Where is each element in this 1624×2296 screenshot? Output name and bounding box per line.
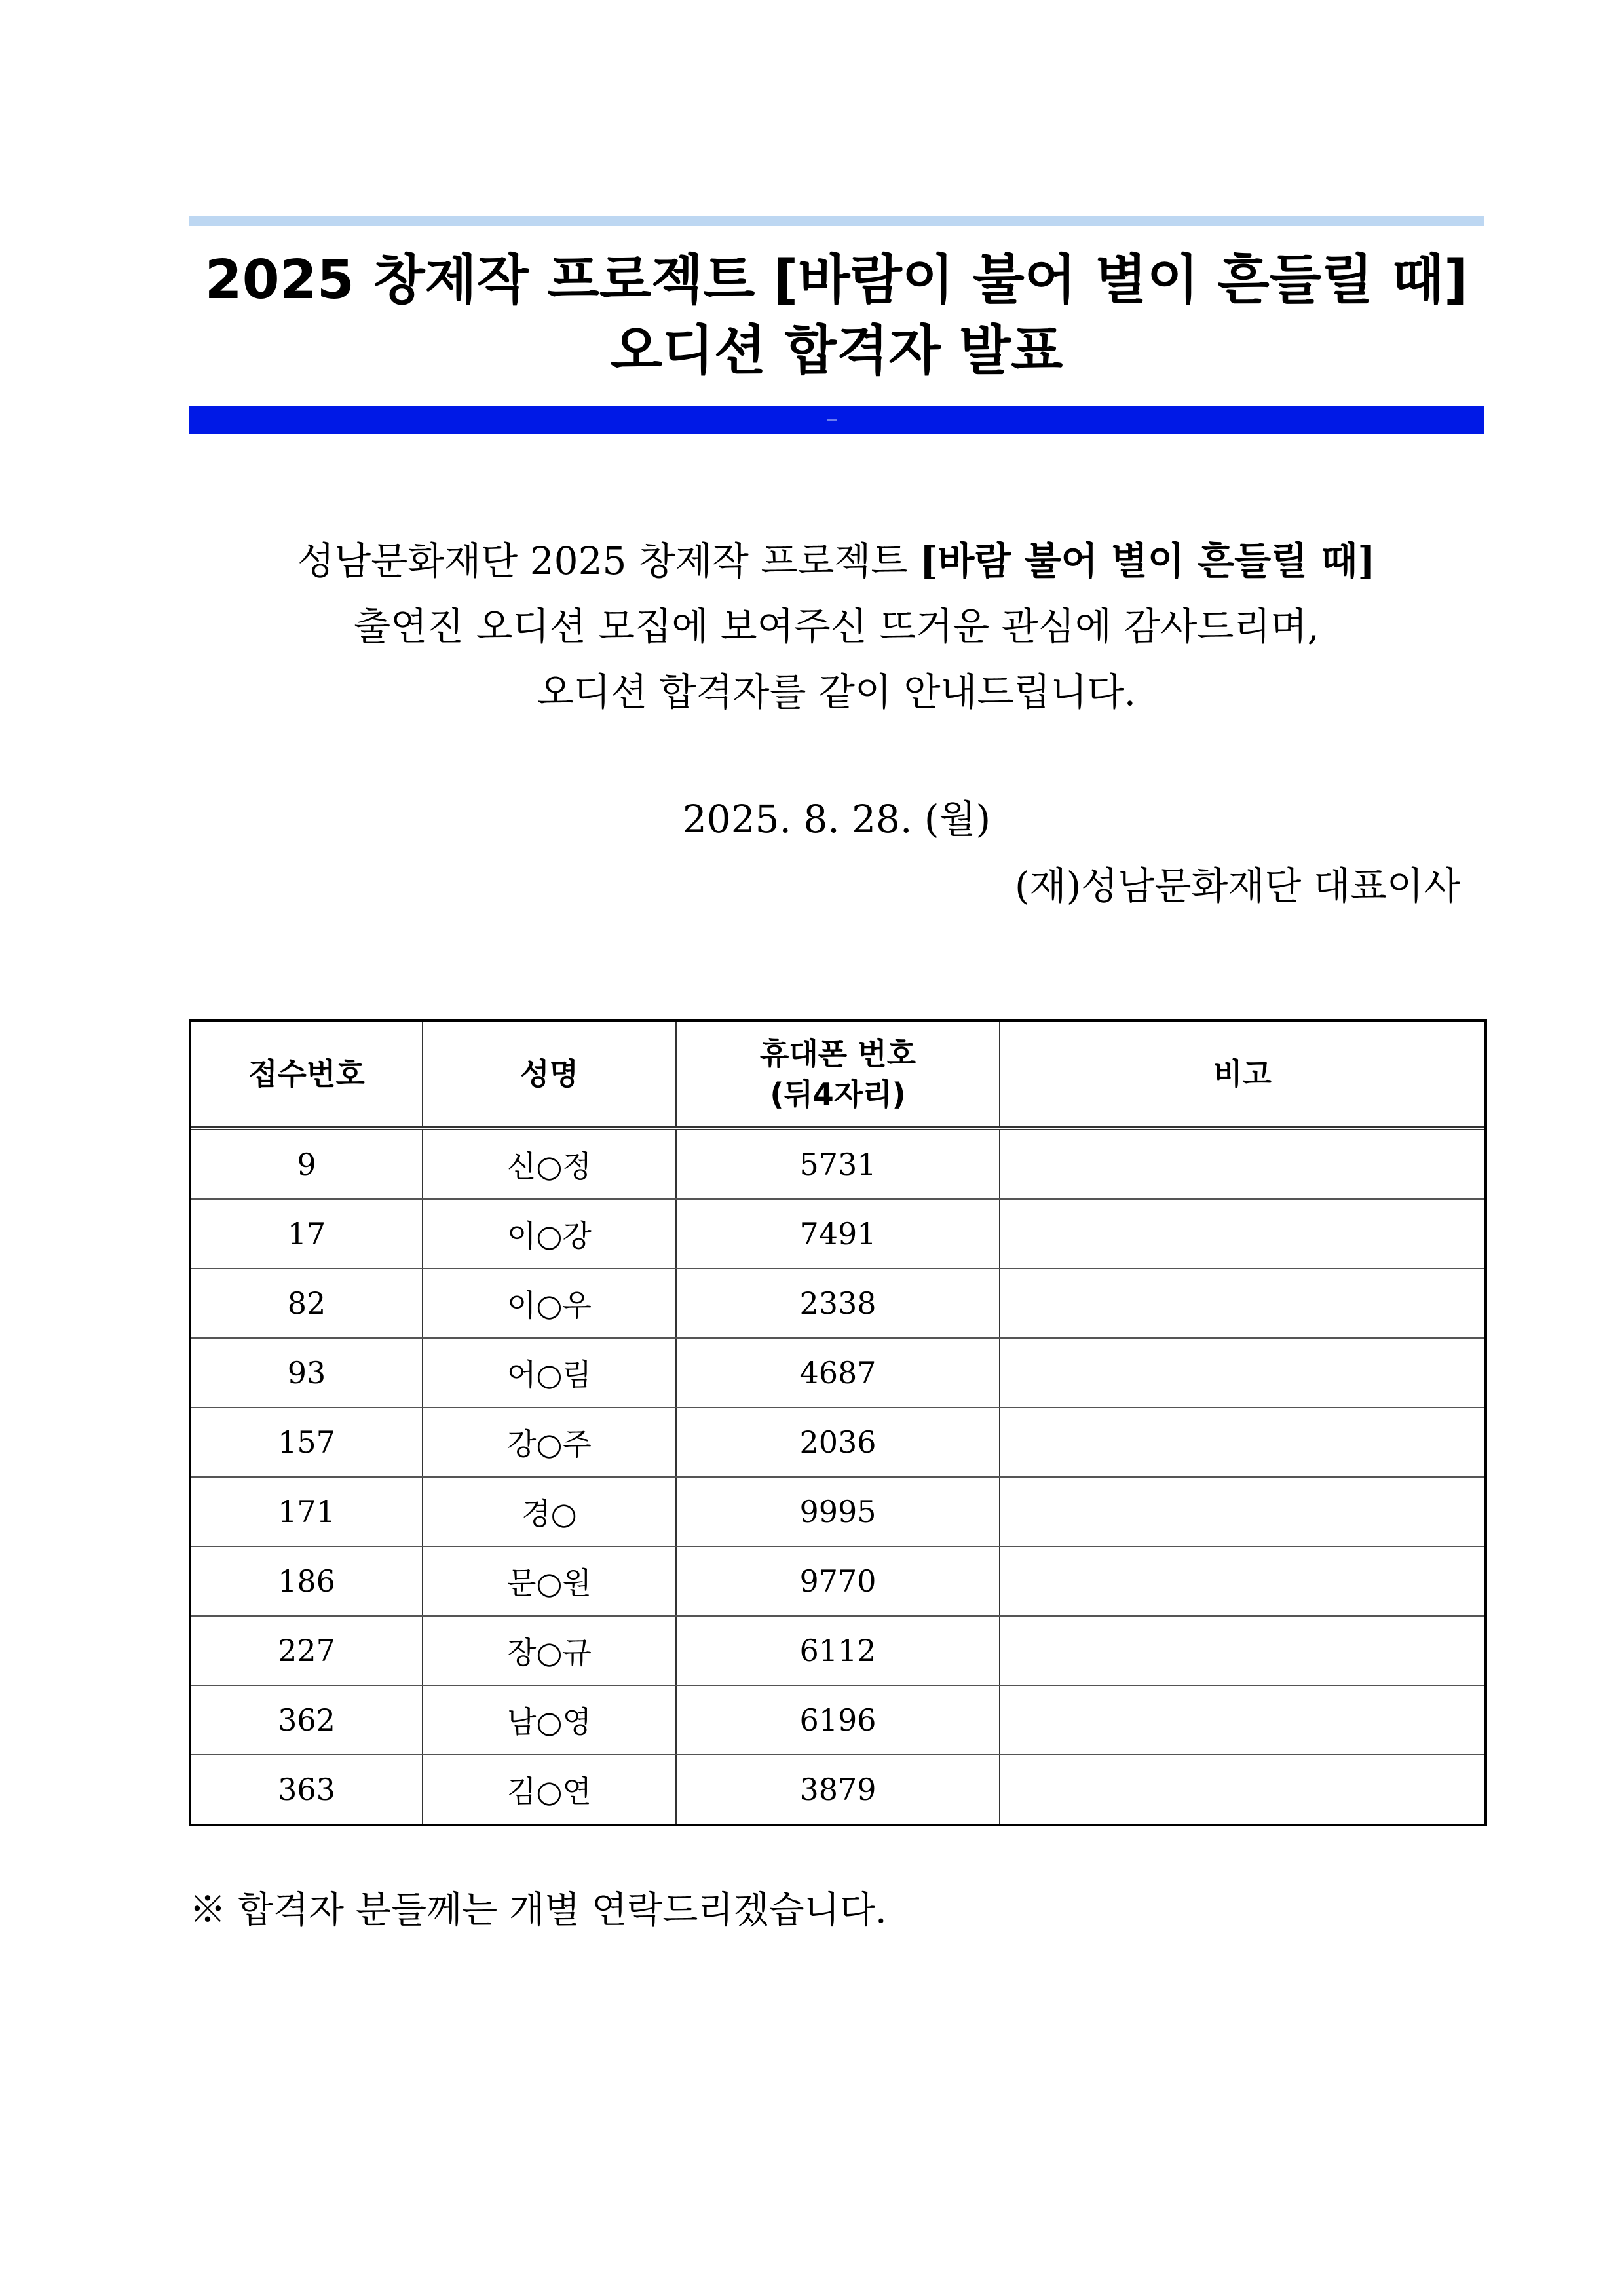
organization-signature: (재)성남문화재단 대표이사 [1014, 864, 1460, 908]
header-phone-line-2: (뒤4자리) [770, 1077, 906, 1112]
table-row [191, 1199, 1484, 1269]
cell-remarks [1000, 1755, 1484, 1824]
cell-name: 장○규 [423, 1616, 676, 1685]
intro-project-title: [바람 불어 별이 흔들릴 때] [919, 539, 1376, 583]
cell-name: 경○ [423, 1477, 676, 1546]
cell-phone: 5731 [676, 1128, 1000, 1199]
page-title-line-2: 오디션 합격자 발표 [610, 320, 1063, 382]
header-number: 접수번호 [191, 1022, 423, 1128]
cell-remarks [1000, 1546, 1484, 1616]
bar-center-mark [827, 419, 837, 421]
cell-number: 17 [191, 1199, 423, 1269]
cell-remarks [1000, 1269, 1484, 1338]
cell-name: 김○연 [423, 1755, 676, 1824]
intro-line-3: 오디션 합격자를 같이 안내드립니다. [537, 670, 1137, 714]
cell-phone: 7491 [676, 1199, 1000, 1269]
table-row [191, 1128, 1484, 1199]
cell-phone: 3879 [676, 1755, 1000, 1824]
cell-number: 82 [191, 1269, 423, 1338]
table-header-row [191, 1022, 1484, 1128]
table-row [191, 1477, 1484, 1546]
cell-number: 362 [191, 1685, 423, 1755]
cell-number: 363 [191, 1755, 423, 1824]
cell-name: 신○정 [423, 1128, 676, 1199]
cell-remarks [1000, 1477, 1484, 1546]
cell-name: 이○강 [423, 1199, 676, 1269]
cell-number: 186 [191, 1546, 423, 1616]
table-row [191, 1685, 1484, 1755]
contact-note: ※ 합격자 분들께는 개별 연락드리겠습니다. [189, 1889, 887, 1932]
cell-name: 어○림 [423, 1338, 676, 1407]
cell-name: 남○영 [423, 1685, 676, 1755]
table-row [191, 1546, 1484, 1616]
cell-remarks [1000, 1199, 1484, 1269]
cell-phone: 9770 [676, 1546, 1000, 1616]
cell-phone: 6112 [676, 1616, 1000, 1685]
header-remarks: 비고 [1000, 1022, 1484, 1128]
cell-number: 227 [191, 1616, 423, 1685]
cell-remarks [1000, 1685, 1484, 1755]
cell-number: 171 [191, 1477, 423, 1546]
table-row [191, 1338, 1484, 1407]
results-table [189, 1019, 1487, 1826]
cell-phone: 2036 [676, 1407, 1000, 1477]
cell-name: 강○주 [423, 1407, 676, 1477]
table-row [191, 1407, 1484, 1477]
header-phone [676, 1022, 1000, 1128]
page-title-line-1: 2025 창제작 프로젝트 [바람이 불어 별이 흔들릴 때] [204, 249, 1469, 311]
cell-phone: 2338 [676, 1269, 1000, 1338]
cell-number: 157 [191, 1407, 423, 1477]
intro-line-1 [189, 528, 1484, 594]
title-top-bar [189, 216, 1484, 226]
cell-remarks [1000, 1128, 1484, 1199]
header-phone-line-1: 휴대폰 번호 [759, 1036, 916, 1071]
cell-number: 93 [191, 1338, 423, 1407]
intro-line-1-prefix: 성남문화재단 2025 창제작 프로젝트 [297, 539, 920, 583]
cell-remarks [1000, 1407, 1484, 1477]
table-row [191, 1755, 1484, 1824]
table-row [191, 1269, 1484, 1338]
header-name: 성명 [423, 1022, 676, 1128]
cell-number: 9 [191, 1128, 423, 1199]
cell-phone: 6196 [676, 1685, 1000, 1755]
cell-phone: 9995 [676, 1477, 1000, 1546]
cell-phone: 4687 [676, 1338, 1000, 1407]
announcement-date: 2025. 8. 28. (월) [682, 797, 991, 841]
cell-name: 문○원 [423, 1546, 676, 1616]
cell-name: 이○우 [423, 1269, 676, 1338]
intro-line-2: 출연진 오디션 모집에 보여주신 뜨거운 관심에 감사드리며, [354, 604, 1319, 649]
cell-remarks [1000, 1616, 1484, 1685]
cell-remarks [1000, 1338, 1484, 1407]
table-row [191, 1616, 1484, 1685]
